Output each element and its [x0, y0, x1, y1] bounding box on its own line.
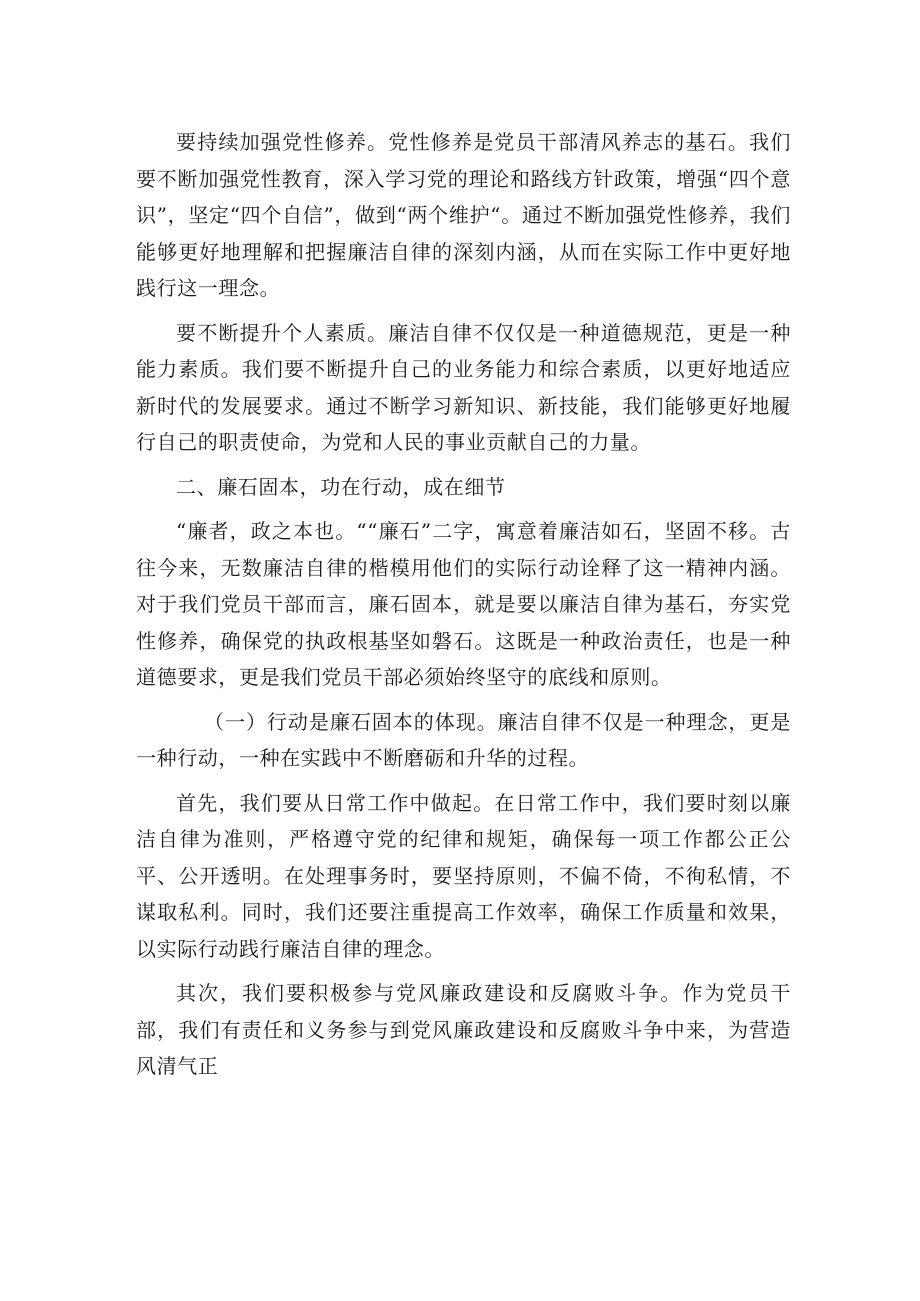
paragraph-lianshi-meaning: “廉者，政之本也。““廉石”二字，寓意着廉洁如石，坚固不移。古往今来，无数廉洁自律的楷模用他们的实际行动诠释了这一精神内涵。对于我们党员干部而言，廉石固本，就是要以廉洁自律为基石，夯实党性修养，确保党的执政根基坚如磐石。这既是一种政治责任，也是一种道德要求，更是我们党员干部必须始终坚守的底线和原则。 [136, 519, 791, 689]
paragraph-party-cultivation: 要持续加强党性修养。党性修养是党员干部清风养志的基石。我们要不断加强党性教育，深入学习党的理论和路线方针政策，增强“四个意识”，坚定“四个自信”，做到“两个维护“。通过不断加强党性修养，我们能够更好地理解和把握廉洁自律的深刻内涵，从而在实际工作中更好地践行这一理念。 [136, 130, 791, 300]
paragraph-daily-work: 首先，我们要从日常工作中做起。在日常工作中，我们要时刻以廉洁自律为准则，严格遵守党的纪律和规矩，确保每一项工作都公正公平、公开透明。在处理事务时，要坚持原则，不偏不倚，不徇私情，不谋取私利。同时，我们还要注重提高工作效率，确保工作质量和效果，以实际行动践行廉洁自律的理念。 [136, 790, 791, 961]
document-body [136, 124, 791, 1093]
subsection-heading: （一）行动是廉石固本的体现。廉洁自律不仅是一种理念，更是一种行动，一种在实践中不断磨砺和升华的过程。 [136, 709, 791, 770]
paragraph-personal-quality: 要不断提升个人素质。廉洁自律不仅仅是一种道德规范，更是一种能力素质。我们要不断提升自己的业务能力和综合素质，以更好地适应新时代的发展要求。通过不断学习新知识、新技能，我们能够更好地履行自己的职责使命，为党和人民的事业贡献自己的力量。 [136, 320, 791, 454]
paragraph-anti-corruption: 其次，我们要积极参与党风廉政建设和反腐败斗争。作为党员干部，我们有责任和义务参与到党风廉政建设和反腐败斗争中来，为营造风清气正 [136, 981, 791, 1078]
section-heading: 二、廉石固本，功在行动，成在细节 [176, 474, 506, 499]
